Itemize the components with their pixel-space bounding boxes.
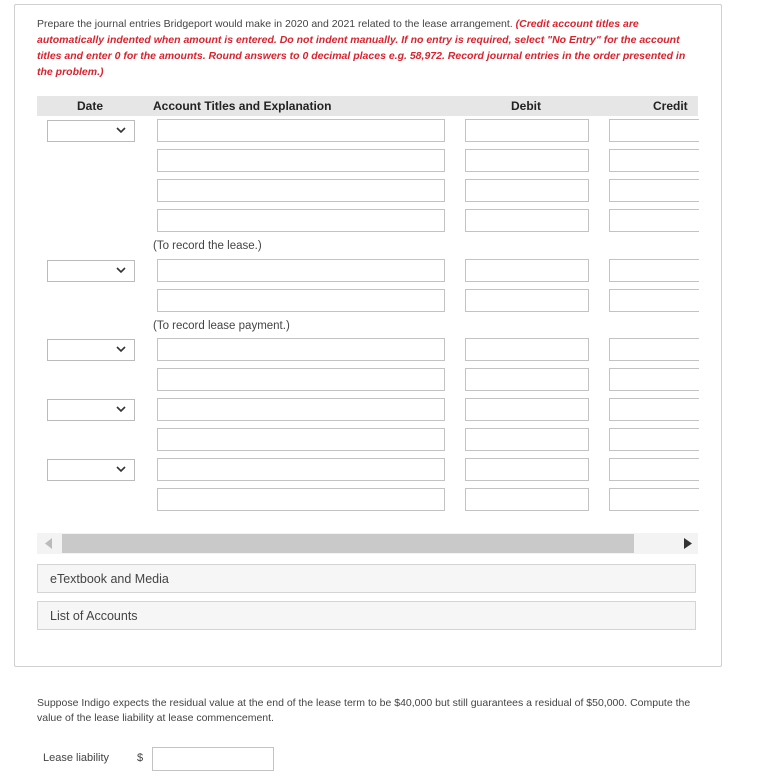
date-select[interactable]	[47, 459, 135, 481]
payment-note: (To record lease payment.)	[153, 320, 290, 332]
scroll-right-icon[interactable]	[684, 538, 692, 549]
debit-input[interactable]	[465, 289, 589, 312]
debit-header: Debit	[511, 99, 541, 113]
debit-input[interactable]	[465, 368, 589, 391]
debit-input[interactable]	[465, 338, 589, 361]
chevron-down-icon	[116, 265, 126, 275]
date-select[interactable]	[47, 120, 135, 142]
debit-input[interactable]	[465, 488, 589, 511]
journal-entry-panel	[14, 4, 722, 667]
account-input[interactable]	[157, 398, 445, 421]
credit-input[interactable]	[609, 259, 699, 282]
credit-input[interactable]	[609, 428, 699, 451]
account-input[interactable]	[157, 119, 445, 142]
account-input[interactable]	[157, 368, 445, 391]
chevron-down-icon	[116, 464, 126, 474]
credit-input[interactable]	[609, 368, 699, 391]
debit-input[interactable]	[465, 259, 589, 282]
credit-input[interactable]	[609, 209, 699, 232]
debit-input[interactable]	[465, 209, 589, 232]
credit-input[interactable]	[609, 338, 699, 361]
etextbook-link[interactable]: eTextbook and Media	[37, 564, 696, 593]
account-input[interactable]	[157, 458, 445, 481]
debit-input[interactable]	[465, 428, 589, 451]
account-header: Account Titles and Explanation	[153, 99, 332, 113]
lease-note: (To record the lease.)	[153, 240, 262, 252]
credit-input[interactable]	[609, 149, 699, 172]
credit-input[interactable]	[609, 289, 699, 312]
account-input[interactable]	[157, 338, 445, 361]
lease-liability-input[interactable]	[152, 747, 274, 771]
account-input[interactable]	[157, 259, 445, 282]
table-header	[37, 96, 698, 116]
date-select[interactable]	[47, 399, 135, 421]
credit-input[interactable]	[609, 488, 699, 511]
debit-input[interactable]	[465, 119, 589, 142]
instructions-note: (Credit account titles are automatically indented when amount is entered. Do not indent manually. If no entry is required, select "No Entry" for the account titles and enter 0 for the amounts. Round answers to 0 decimal places e.g. 58,972. Record journal entries in the order presented in the problem.)	[37, 18, 686, 78]
credit-input[interactable]	[609, 179, 699, 202]
account-input[interactable]	[157, 209, 445, 232]
credit-input[interactable]	[609, 119, 699, 142]
chevron-down-icon	[116, 404, 126, 414]
account-input[interactable]	[157, 428, 445, 451]
date-select[interactable]	[47, 339, 135, 361]
currency-symbol: $	[137, 752, 144, 764]
list-of-accounts-link[interactable]: List of Accounts	[37, 601, 696, 630]
account-input[interactable]	[157, 179, 445, 202]
instructions	[37, 16, 697, 80]
chevron-down-icon	[116, 125, 126, 135]
date-select[interactable]	[47, 260, 135, 282]
debit-input[interactable]	[465, 458, 589, 481]
account-input[interactable]	[157, 149, 445, 172]
lease-liability-label: Lease liability	[43, 752, 110, 764]
credit-input[interactable]	[609, 398, 699, 421]
account-input[interactable]	[157, 488, 445, 511]
debit-input[interactable]	[465, 149, 589, 172]
scrollbar-thumb[interactable]	[62, 534, 634, 553]
credit-header: Credit	[653, 99, 688, 113]
chevron-down-icon	[116, 344, 126, 354]
account-input[interactable]	[157, 289, 445, 312]
scroll-left-icon[interactable]	[45, 538, 53, 549]
instructions-text: Prepare the journal entries Bridgeport would make in 2020 and 2021 related to the lease arrangement.	[37, 18, 516, 30]
debit-input[interactable]	[465, 398, 589, 421]
question-text: Suppose Indigo expects the residual value at the end of the lease term to be $40,000 but still guarantees a residual of $50,000. Compute the value of the lease liability at lease commencement.	[37, 697, 691, 724]
horizontal-scrollbar[interactable]	[37, 533, 698, 554]
debit-input[interactable]	[465, 179, 589, 202]
credit-input[interactable]	[609, 458, 699, 481]
date-header: Date	[77, 99, 104, 113]
